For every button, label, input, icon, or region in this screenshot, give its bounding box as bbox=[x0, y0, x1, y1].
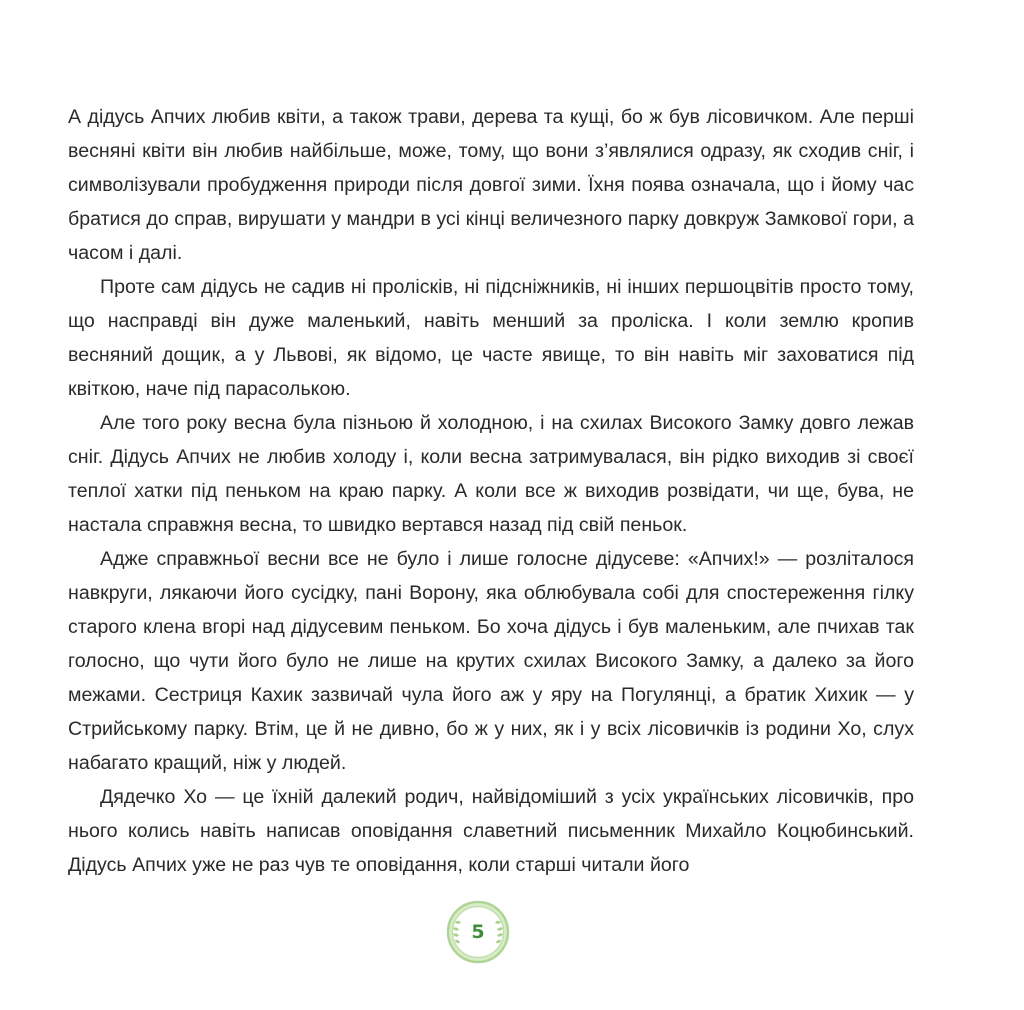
page-body-text bbox=[68, 100, 914, 882]
paragraph-2: Проте сам дідусь не садив ні пролісків, ні підсніжників, ні інших першоцвітів просто тому, що насправді він дуже маленький, навіть менший за проліска. І коли землю кропив весняний дощик, а у Львові, як відомо, це часте явище, то він навіть міг заховатися під квіткою, наче під парасолькою. bbox=[68, 276, 914, 400]
page-number: 5 bbox=[471, 921, 485, 943]
page-number-badge bbox=[444, 898, 512, 966]
paragraph-1: А дідусь Апчих любив квіти, а також трави, дерева та кущі, бо ж був лісовичком. Але перші весняні квіти він любив найбільше, може, тому, що вони з’являлися одразу, як сходив сніг, і символізували пробудження природи після довгої зими. Їхня поява означала, що і йому час братися до справ, вирушати у мандри в усі кінці величезного парку довкруж Замкової гори, а часом і далі. bbox=[68, 106, 914, 264]
paragraph-4: Адже справжньої весни все не було і лише голосне дідусеве: «Апчих!» — розліталося навкруги, лякаючи його сусідку, пані Ворону, яка облюбувала собі для спостереження гілку старого клена вгорі над дідусевим пеньком. Бо хоча дідусь і був маленьким, але пчихав так голосно, що чути його було не лише на крутих схилах Високого Замку, а далеко за його межами. Сестриця Кахик зазвичай чула його аж у яру на Погулянці, а братик Хихик — у Стрийському парку. Втім, це й не дивно, бо ж у них, як і у всіх лісовичків із родини Хо, слух набагато кращий, ніж у людей. bbox=[68, 548, 914, 774]
paragraph-3: Але того року весна була пізньою й холодною, і на схилах Високого Замку довго лежав сніг. Дідусь Апчих не любив холоду і, коли весна затримувалася, він рідко виходив зі своєї теплої хатки під пеньком на краю парку. А коли все ж виходив розвідати, чи ще, бува, не настала справжня весна, то швидко вертався назад під свій пеньок. bbox=[68, 412, 914, 536]
paragraph-5: Дядечко Хо — це їхній далекий родич, найвідоміший з усіх українських лісовичків, про нього колись навіть написав оповідання славетний письменник Михайло Коцюбинський. Дідусь Апчих уже не раз чув те оповідання, коли старші читали його bbox=[68, 786, 914, 876]
